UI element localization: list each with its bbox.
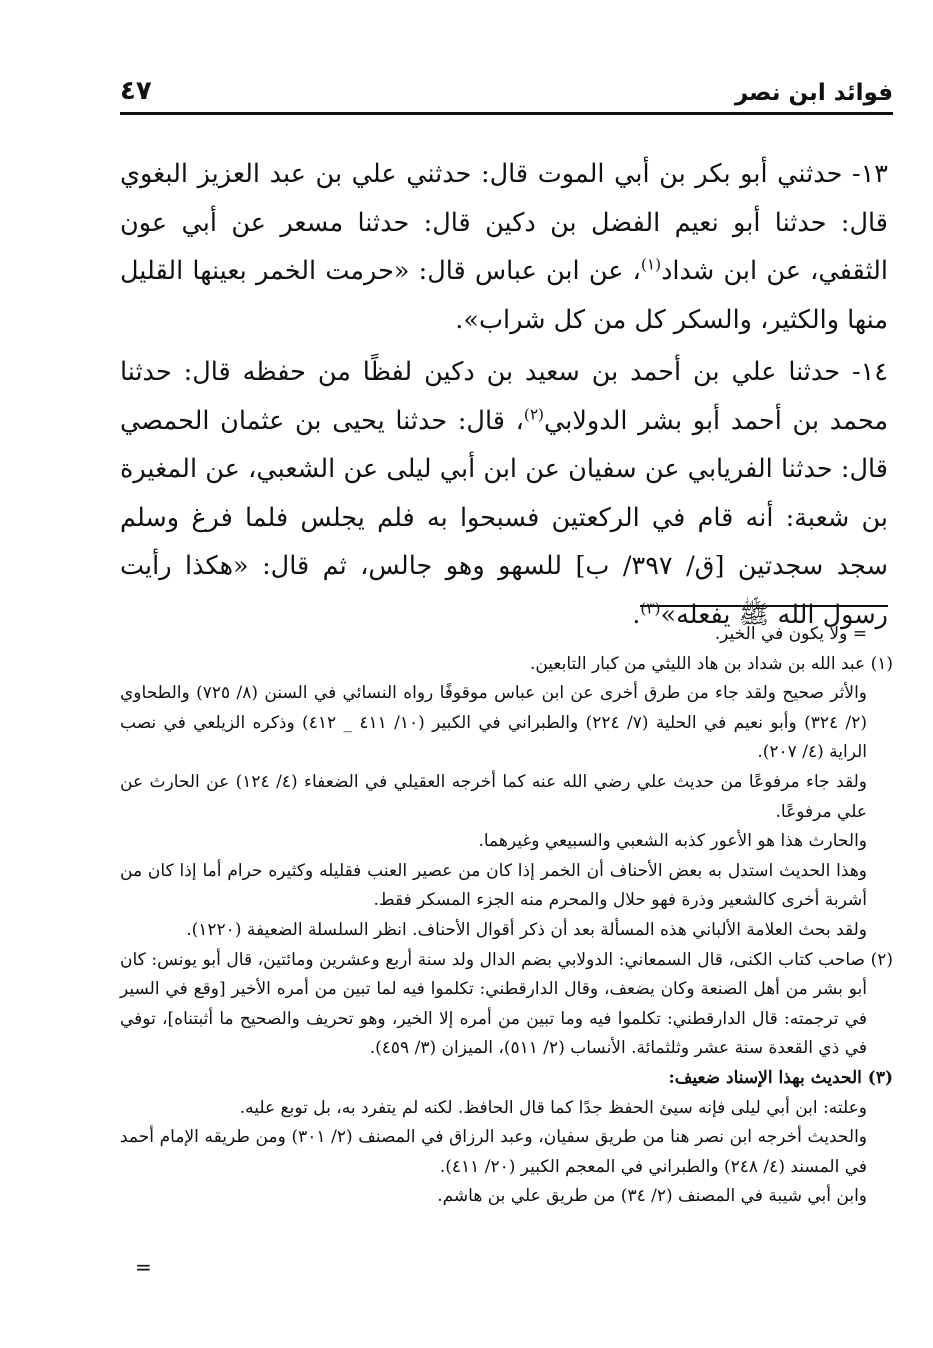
hadith-13-text-a: ١٣- حدثني أبو بكر بن أبي الموت قال: حدثني علي بن عبد العزيز البغوي قال: حدثنا أبو نعيم الفضل بن دكين قال: حدثنا مسعر عن أبي عون الثقفي، عن ابن شداد <box>120 159 888 286</box>
footnote-2: (٢) صاحب كتاب الكنى، قال السمعاني: الدولابي بضم الدال ولد سنة أربع وعشرين ومائتين، قال أبو يونس: كان أبو بشر من أهل الصنعة وكان يضعف، وقال الدارقطني: تكلموا فيه لما تبين من أمره الأخير [وقع في السير في ترجمته: قال الدارقطني: تكلموا فيه وما تبين من أمره إلا الخير، وهو تحريف والصحيح ما أثبتناه]، توفي في ذي القعدة سنة عشر وثلثمائة. الأنساب (٢/ ٥١١)، الميزان (٣/ ٤٥٩). <box>120 949 893 1059</box>
footnote-ref-2: (٢) <box>523 405 545 423</box>
footnote-separator <box>640 605 888 607</box>
footnote-1-para-1: والأثر صحيح ولقد جاء من طرق أخرى عن ابن عباس موقوفًا رواه النسائي في السنن (٨/ ٧٢٥) والطحاوي (٢/ ٣٢٤) وأبو نعيم في الحلية (٧/ ٢٢٤) والطبراني في الكبير (١٠/ ٤١١ _ ٤١٢) وذكره الزيلعي في نصب الراية (٤/ ٢٠٧). <box>120 683 868 763</box>
running-title: فوائد ابن نصر <box>734 80 893 106</box>
footnote-3-para-3: وابن أبي شيبة في المصنف (٢/ ٣٤) من طريق علي بن هاشم. <box>437 1186 867 1207</box>
footnote-1-para-5: ولقد بحث العلامة الألباني هذه المسألة بعد أن ذكر أقوال الأحناف. انظر السلسلة الضعيفة (١٢٢٠). <box>186 919 867 940</box>
hadith-13-text-b: ، عن ابن عباس قال: «حرمت الخمر بعينها القليل منها والكثير، والسكر كل من كل شراب». <box>120 256 888 335</box>
footnotes <box>120 620 893 1212</box>
hadith-14 <box>120 348 888 639</box>
page-header <box>120 64 893 115</box>
footnote-1-para-4: وهذا الحديث استدل به بعض الأحناف أن الخمر إذا كان من عصير العنب فقليله وكثيره حرام أما إذا كان من أشربة أخرى كالشعير وذرة فهو حلال والمحرم منه الجزء المسكر فقط. <box>120 860 867 911</box>
hadith-13 <box>120 150 888 344</box>
footnote-3-para-1: وعلته: ابن أبي ليلى فإنه سيئ الحفظ جدًا كما قال الحافظ. لكنه لم يتفرد به، بل توبع عليه. <box>239 1097 867 1118</box>
continuation-mark: = <box>135 1255 152 1279</box>
footnote-continuation: = ولا يكون في الخير. <box>714 624 867 644</box>
footnote-3-para-2: والحديث أخرجه ابن نصر هنا من طريق سفيان، وعبد الرزاق في المصنف (٢/ ٣٠١) ومن طريقه الإمام أحمد في المسند (٤/ ٢٤٨) والطبراني في المعجم الكبير (٢٠/ ٤١١). <box>120 1127 867 1177</box>
hadith-14-text-b: ، قال: حدثنا يحيى بن عثمان الحمصي قال: حدثنا الفريابي عن سفيان عن ابن أبي ليلى عن الشعبي، عن المغيرة بن شعبة: أنه قام في الركعتين فسبحوا به فلم يجلس فلما فرغ وسلم سجد سجدتين [ق/ ٣٩٧/ ب] للسهو وهو جالس، ثم قال: «هكذا رأيت رسول الله ﷺ يفعله» <box>120 405 888 630</box>
page-number: ٤٧ <box>120 76 152 106</box>
footnote-1-para-3: والحارث هذا هو الأعور كذبه الشعبي والسبيعي وغيرهما. <box>478 831 867 852</box>
footnote-ref-1: (١) <box>640 255 662 274</box>
footnote-1-para-2: ولقد جاء مرفوعًا من حديث علي رضي الله عنه كما أخرجه العقيلي في الضعفاء (٤/ ١٢٤) عن الحارث عن علي مرفوعًا. <box>120 771 867 822</box>
footnote-1: (١) عبد الله بن شداد بن هاد الليثي من كبار التابعين. <box>529 653 893 674</box>
footnote-ref-3: (٣) <box>640 599 661 617</box>
hadith-14-text-a: ١٤- حدثنا علي بن أحمد بن سعيد بن دكين لفظًا من حفظه قال: حدثنا محمد بن أحمد أبو بشر الدولابي <box>120 357 888 436</box>
main-text <box>120 150 888 639</box>
footnote-3: (٣) الحديث بهذا الإسناد ضعيف: <box>668 1067 893 1088</box>
hadith-14-end: . <box>632 599 641 630</box>
